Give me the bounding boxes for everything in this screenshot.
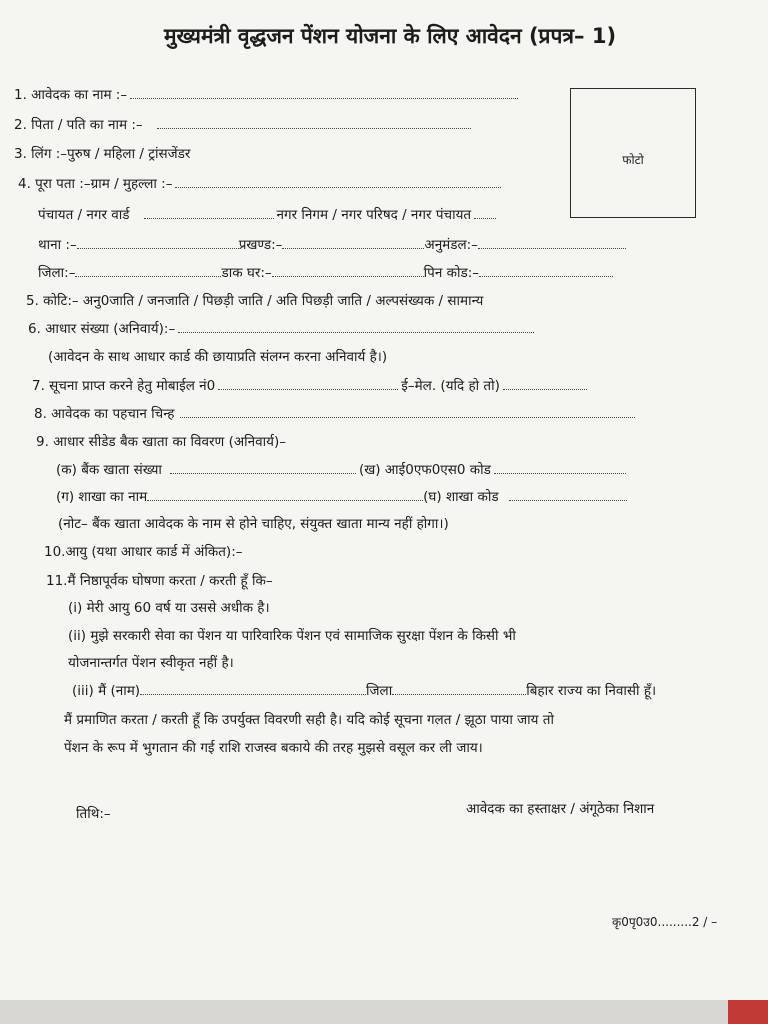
field-label: (घ) शाखा कोड — [423, 489, 499, 505]
village-blank[interactable] — [175, 186, 501, 188]
certification-text: पेंशन के रूप में भुगतान की गई राशि राजस्व बकाये की तरह मुझसे वसूल कर ली जाय। — [64, 740, 483, 756]
bank-note — [58, 515, 449, 533]
account-number-blank[interactable] — [170, 472, 356, 474]
field-label: 10.आयु (यथा आधार कार्ड में अंकित):– — [44, 544, 243, 560]
field-identification-mark — [34, 405, 638, 423]
declaration-text: योजनान्तर्गत पेंशन स्वीकृत नहीं है। — [68, 655, 234, 671]
desk-background — [0, 1000, 768, 1024]
declaration-zila-blank[interactable] — [392, 693, 526, 695]
page-number: कृ0पृ0उ0.........2 / – — [612, 915, 718, 929]
panchayat-blank[interactable] — [144, 217, 274, 219]
declaration-iii — [72, 682, 656, 700]
field-zila-row — [38, 264, 613, 282]
declaration-ii-line2 — [68, 654, 234, 672]
declaration-i — [68, 599, 270, 617]
field-label: ई–मेल. (यदि हो तो) — [401, 378, 500, 394]
field-label: (ख) आई0एफ0एस0 कोड — [358, 462, 491, 478]
photo-label: फोटो — [622, 153, 644, 167]
identification-blank[interactable] — [180, 416, 635, 418]
ifsc-blank[interactable] — [494, 472, 626, 474]
note-text: (आवेदन के साथ आधार कार्ड की छायाप्रति संलग्न करना अनिवार्य है।) — [48, 349, 388, 365]
field-label: 6. आधार संख्या (अनिवार्य):– — [28, 321, 176, 337]
field-aadhaar-number — [28, 320, 537, 338]
father-husband-name-blank[interactable] — [157, 127, 471, 129]
date-field — [76, 805, 111, 823]
field-panchayat — [38, 206, 499, 224]
field-full-address — [18, 175, 504, 193]
field-label: (ग) शाखा का नाम — [56, 489, 148, 505]
declaration-ii-line1 — [68, 627, 516, 645]
dakghar-blank[interactable] — [272, 275, 424, 277]
form-title: मुख्यमंत्री वृद्धजन पेंशन योजना के लिए आवेदन (प्रपत्र– 1) — [163, 24, 617, 48]
field-label: 1. आवेदक का नाम :– — [14, 87, 128, 103]
field-label: 2. पिता / पति का नाम :– — [14, 117, 143, 133]
declaration-name-blank[interactable] — [140, 693, 366, 695]
photo-box — [570, 88, 696, 218]
certification-line2 — [64, 739, 483, 757]
desk-red-object — [728, 1000, 768, 1024]
pincode-blank[interactable] — [479, 275, 613, 277]
field-label: 7. सूचना प्राप्त करने हेतु मोबाईल नं0 — [32, 378, 216, 394]
zila-blank[interactable] — [75, 275, 221, 277]
date-label: तिथि:– — [76, 806, 111, 822]
aadhaar-note — [48, 348, 387, 366]
field-label: 3. लिंग :–पुरुष / महिला / ट्रांसजेंडर — [14, 146, 191, 162]
certification-line1 — [64, 711, 554, 729]
field-gender — [14, 145, 190, 163]
applicant-name-blank[interactable] — [130, 97, 518, 99]
field-bank-details — [36, 433, 286, 451]
field-label: पिन कोड:– — [423, 265, 479, 281]
field-label: प्रखण्ड:– — [238, 237, 283, 253]
field-thana-row — [38, 236, 626, 254]
field-label: नगर निगम / नगर परिषद / नगर पंचायत — [276, 207, 472, 223]
field-label: 8. आवेदक का पहचान चिन्ह — [34, 406, 175, 422]
field-branch-row — [56, 488, 630, 506]
aadhaar-blank[interactable] — [178, 331, 534, 333]
declaration-text: (iii) मैं (नाम) — [72, 683, 141, 699]
declaration-text: जिला — [366, 683, 393, 699]
field-label: 9. आधार सीडेड बैक खाता का विवरण (अनिवार्य)– — [36, 434, 286, 450]
field-label: 5. कोटि:– अनु0जाति / जनजाति / पिछड़ी जाति / अति पिछड़ी जाति / अल्पसंख्यक / सामान्य — [26, 293, 484, 309]
declaration-text: (ii) मुझे सरकारी सेवा का पेंशन या पारिवारिक पेंशन एवं सामाजिक सुरक्षा पेंशन के किसी भी — [68, 628, 516, 644]
nagar-blank[interactable] — [474, 217, 496, 219]
declaration-text: बिहार राज्य का निवासी हूँ। — [526, 683, 657, 699]
anumandal-blank[interactable] — [478, 247, 626, 249]
field-father-husband-name — [14, 116, 474, 134]
signature-label: आवेदक का हस्ताक्षर / अंगूठेका निशान — [466, 801, 655, 817]
email-blank[interactable] — [503, 388, 587, 390]
prakhand-blank[interactable] — [282, 247, 424, 249]
field-bank-account-row — [56, 461, 629, 479]
field-label: पंचायत / नगर वार्ड — [38, 207, 130, 223]
field-age — [44, 543, 243, 561]
declaration-heading — [46, 572, 273, 590]
field-mobile — [32, 377, 590, 395]
field-label: जिला:– — [38, 265, 76, 281]
field-label: अनुमंडल:– — [424, 237, 478, 253]
note-text: (नोट– बैंक खाता आवेदक के नाम से होने चाहिए, संयुक्त खाता मान्य नहीं होगा।) — [58, 516, 449, 532]
certification-text: मैं प्रमाणित करता / करती हूँ कि उपर्युक्त विवरणी सही है। यदि कोई सूचना गलत / झूठा पाया जाय तो — [64, 712, 554, 728]
signature-field — [466, 800, 654, 818]
field-applicant-name — [14, 86, 521, 104]
mobile-blank[interactable] — [218, 388, 398, 390]
field-label: (क) बैंक खाता संख्या — [56, 462, 162, 478]
declaration-text: (i) मेरी आयु 60 वर्ष या उससे अधीक है। — [68, 600, 270, 616]
thana-blank[interactable] — [77, 247, 239, 249]
field-category — [26, 292, 483, 310]
field-label: थाना :– — [38, 237, 77, 253]
field-label: डाक घर:– — [221, 265, 272, 281]
branch-code-blank[interactable] — [509, 499, 627, 501]
field-label: 4. पूरा पता :–ग्राम / मुहल्ला :– — [18, 176, 173, 192]
branch-name-blank[interactable] — [147, 499, 423, 501]
declaration-text: 11.मैं निष्ठापूर्वक घोषणा करता / करती हूँ कि– — [46, 573, 273, 589]
